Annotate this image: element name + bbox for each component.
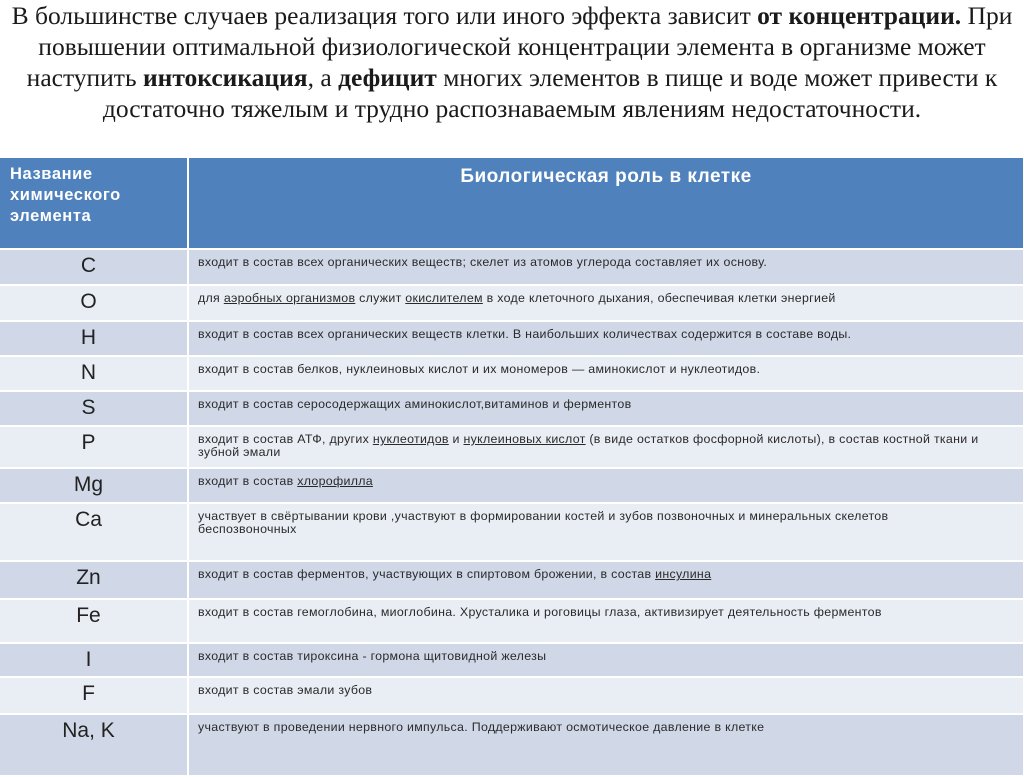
role-text: участвуют в проведении нервного импульса. Поддерживают осмотическое давление в клетке <box>198 720 765 734</box>
role-text: входит в состав всех органических веществ клетки. В наибольших количествах содержится в составе воды. <box>198 327 852 341</box>
table-row <box>0 503 1024 561</box>
table-row <box>0 356 1024 391</box>
element-symbol: Zn <box>0 561 188 599</box>
element-role <box>188 356 1024 391</box>
element-symbol: P <box>0 426 188 468</box>
role-term-link[interactable]: инсулина <box>655 567 712 581</box>
element-symbol: C <box>0 249 188 285</box>
elements-table <box>0 158 1024 777</box>
table-row <box>0 643 1024 677</box>
table-row <box>0 468 1024 503</box>
element-role <box>188 643 1024 677</box>
table-row <box>0 321 1024 356</box>
element-symbol: Ca <box>0 503 188 561</box>
table-row <box>0 285 1024 321</box>
role-text: для <box>198 291 224 305</box>
role-text: (в виде остатков фосфорной кислоты), в состав костной ткани и зубной эмали <box>198 432 979 459</box>
table-row <box>0 599 1024 643</box>
element-role <box>188 561 1024 599</box>
element-symbol: Na, K <box>0 714 188 776</box>
element-symbol: F <box>0 677 188 714</box>
element-symbol: Mg <box>0 468 188 503</box>
table-row <box>0 249 1024 285</box>
role-text: входит в состав <box>198 474 298 488</box>
role-term-link[interactable]: нуклеиновых кислот <box>463 432 586 446</box>
intro-text-1: В большинстве случаев реализация того или иного эффекта зависит <box>11 1 758 30</box>
table-row <box>0 677 1024 714</box>
element-role <box>188 249 1024 285</box>
element-symbol: H <box>0 321 188 356</box>
element-role <box>188 285 1024 321</box>
intro-bold-intoxication: интоксикация <box>142 63 308 92</box>
role-term-link[interactable]: аэробных организмов <box>223 291 356 305</box>
element-symbol: I <box>0 643 188 677</box>
intro-bold-concentration: от концентрации. <box>757 1 962 30</box>
element-symbol: N <box>0 356 188 391</box>
role-text: входит в состав АТФ, других <box>198 432 373 446</box>
header-element-name: Название химического элемента <box>0 158 188 249</box>
role-text: входит в состав тироксина - гормона щитовидной железы <box>198 649 547 663</box>
role-text: входит в состав серосодержащих аминокислот,витаминов и ферментов <box>198 397 632 411</box>
intro-text-2: При повышении оптимальной физиологической концентрации элемента в организме может наступить <box>26 1 1013 92</box>
table-header-row <box>0 158 1024 249</box>
element-role <box>188 599 1024 643</box>
table-row <box>0 391 1024 426</box>
element-symbol: O <box>0 285 188 321</box>
element-role <box>188 321 1024 356</box>
role-text: и <box>448 432 464 446</box>
table-body <box>0 249 1024 776</box>
header-biological-role: Биологическая роль в клетке <box>188 158 1024 249</box>
role-text: в ходе клеточного дыхания, обеспечивая клетки энергией <box>482 291 836 305</box>
element-role <box>188 677 1024 714</box>
role-text: входит в состав гемоглобина, миоглобина. Хрусталика и роговицы глаза, активизирует деятельность ферментов <box>198 605 882 619</box>
intro-bold-deficit: дефицит <box>338 63 437 92</box>
role-term-link[interactable]: хлорофилла <box>297 474 373 488</box>
element-symbol: Fe <box>0 599 188 643</box>
role-term-link[interactable]: окислителем <box>405 291 483 305</box>
element-symbol: S <box>0 391 188 426</box>
intro-text-4: многих элементов в пище и воде может привести к достаточно тяжелым и трудно распознаваемым явлениям недостаточности. <box>102 63 998 123</box>
role-text: входит в состав белков, нуклеиновых кислот и их мономеров — аминокислот и нуклеотидов. <box>198 362 761 376</box>
element-role <box>188 426 1024 468</box>
table-row <box>0 426 1024 468</box>
role-text: служит <box>355 291 406 305</box>
table-row <box>0 561 1024 599</box>
element-role <box>188 468 1024 503</box>
role-text: входит в состав всех органических веществ; скелет из атомов углерода составляет их основу. <box>198 255 768 269</box>
elements-table-container <box>0 158 1024 767</box>
role-text: участвует в свёртывании крови ,участвуют в формировании костей и зубов позвоночных и минеральных скелетов беспозвоночных <box>198 509 889 536</box>
element-role <box>188 503 1024 561</box>
element-role <box>188 391 1024 426</box>
role-term-link[interactable]: нуклеотидов <box>372 432 449 446</box>
role-text: входит в состав эмали зубов <box>198 683 373 697</box>
intro-text-3: , а <box>307 63 339 92</box>
intro-paragraph <box>8 0 1016 160</box>
role-text: входит в состав ферментов, участвующих в спиртовом брожении, в состав <box>198 567 656 581</box>
